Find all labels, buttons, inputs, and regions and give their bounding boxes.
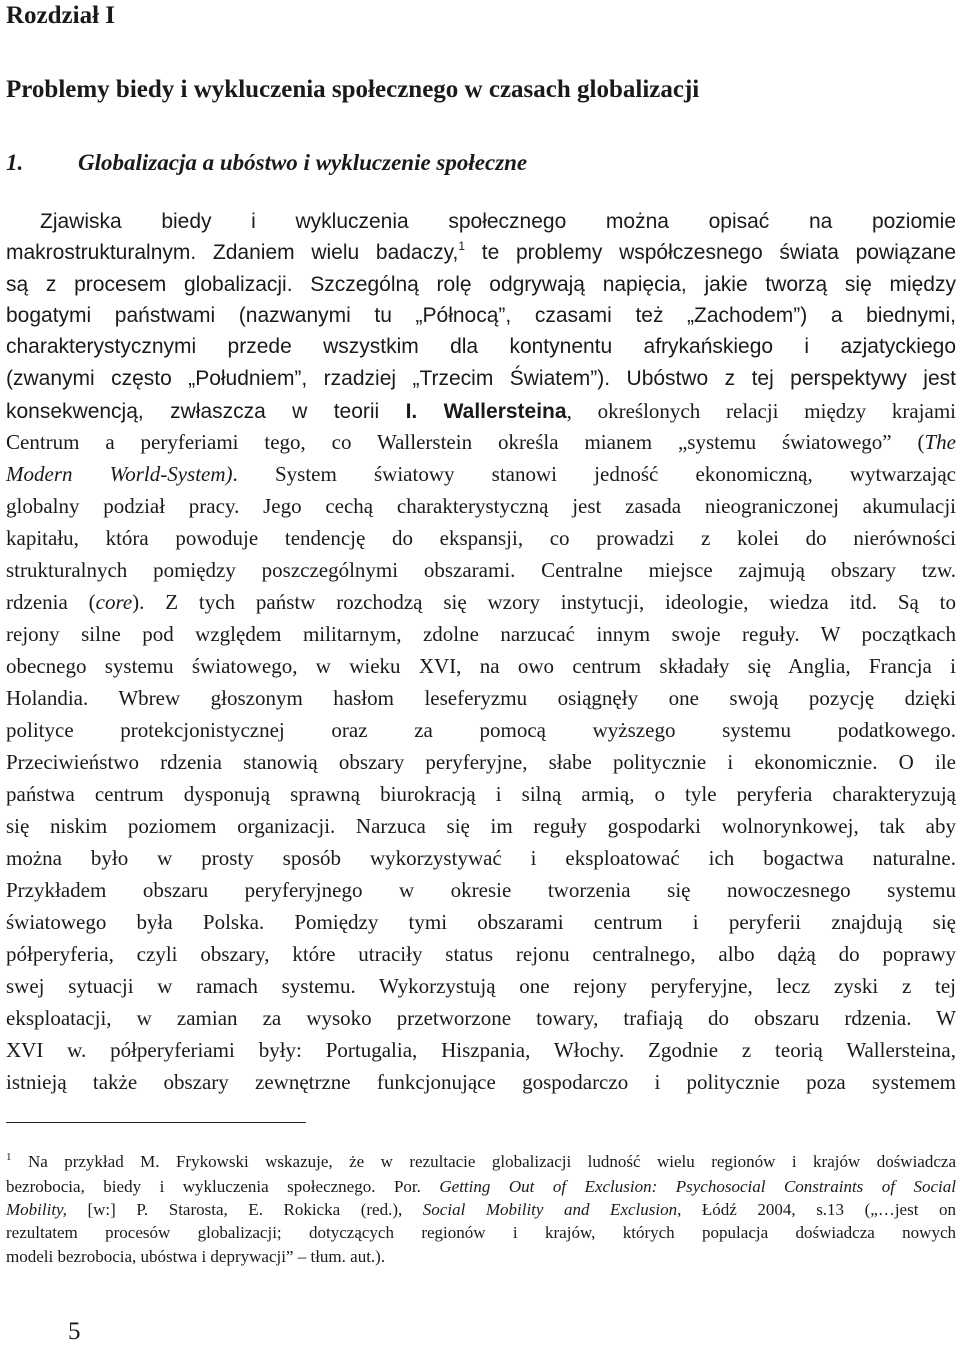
body-line: Przykładem obszaru peryferyjnego w okresie tworzenia się nowoczesnego systemu [6, 878, 956, 902]
text-run: konsekwencją, zwłaszcza w teorii [6, 400, 406, 423]
text-run: bezrobocia, biedy i wykluczenia społecznego. Por. [6, 1177, 440, 1196]
body-line: globalny podział pracy. Jego cechą charakterystyczną jest zasada nieograniczonej akumulacji [6, 494, 956, 518]
footnote-separator [6, 1122, 306, 1123]
body-line: rejony silne pod względem militarnym, zdolne narzucać innym swoje reguły. W początkach [6, 622, 956, 646]
body-line: Holandia. Wbrew głoszonym hasłom leseferyzmu osiągnęły one swoją pozycję dzięki [6, 686, 956, 710]
footnote-line [6, 1199, 956, 1221]
text-run: Centrum a peryferiami tego, co Wallerstein określa mianem „systemu światowego” ( [6, 430, 925, 454]
body-line: (zwanymi często „Południem”, rzadziej „Trzecim Światem”). Ubóstwo z tej perspektywy jest [6, 367, 956, 390]
footnote-line: rezultatem procesów globalizacji; dotyczących regionów i krajów, których populacja doświadcza nowych [6, 1223, 956, 1242]
footnote-line: modeli bezrobocia, ubóstwa i deprywacji” – tłum. aut.). [6, 1247, 386, 1266]
cited-title: Mobility, [6, 1200, 67, 1219]
body-line [6, 588, 956, 616]
chapter-title: Problemy biedy i wykluczenia społecznego w czasach globalizacji [6, 76, 700, 103]
term: core [95, 590, 133, 614]
body-line [6, 270, 956, 298]
body-line: bogatymi państwami (nazwanymi tu „Północą”, czasami też „Zachodem”) a biednymi, [6, 304, 956, 327]
section-heading [6, 150, 527, 176]
body-line: się niskim poziomem organizacji. Narzuca się im reguły gospodarki wolnorynkowej, tak aby [6, 814, 956, 838]
text-run: rdzenia ( [6, 590, 96, 614]
body-line: obecnego systemu światowego, w wieku XVI, na owo centrum składały się Anglia, Francja i [6, 654, 956, 678]
body-line: półperyferia, czyli obszary, które utraciły status rejonu centralnego, albo dążą do poprawy [6, 942, 956, 966]
body-line: eksploatacji, w zamian za wysoko przetworzone towary, trafiają do obszaru rdzenia. W [6, 1006, 956, 1030]
body-line [6, 460, 956, 488]
body-line [6, 428, 956, 456]
cited-title: Getting Out of Exclusion: Psychosocial Constraints of Social [439, 1177, 956, 1196]
text-run: te problemy współczesnego świata powiązane [465, 241, 957, 264]
footnote-marker: 1 [6, 1151, 12, 1163]
body-line: światowego była Polska. Pomiędzy tymi obszarami centrum i peryferii znajdują się [6, 910, 956, 934]
footnote-line [6, 1151, 956, 1173]
body-line: istnieją także obszary zewnętrzne funkcjonujące gospodarczo i politycznie poza systemem [6, 1070, 956, 1094]
text-run: , określonych relacji między krajami [566, 399, 957, 423]
book-title: Modern World-System) [6, 462, 233, 486]
body-line: państwa centrum dysponują sprawną biurokracją i silną armią, o tyle peryferia charakteryzują [6, 782, 956, 806]
text-run: Szczególną rolę odgrywają napięcia, jakie tworzą się między [292, 273, 956, 296]
section-title: Globalizacja a ubóstwo i wykluczenie społeczne [78, 150, 528, 175]
text-run: [w:] P. Starosta, E. Rokicka (red.), [66, 1200, 423, 1219]
chapter-heading: Rozdział I [6, 2, 116, 29]
text-run: są z procesem globalizacji. [6, 273, 293, 296]
book-title: The [924, 430, 956, 454]
body-line: kapitału, która powoduje tendencję do ekspansji, co prowadzi z kolei do nierówności [6, 526, 956, 550]
text-run: ). Z tych państw rozchodzą się wzory instytucji, ideologie, wiedza itd. Są to [132, 590, 956, 614]
body-line: XVI w. półperyferiami były: Portugalia, Hiszpania, Włochy. Zgodnie z teorią Wallersteina, [6, 1038, 956, 1062]
body-line: Zjawiska biedy i wykluczenia społecznego można opisać na poziomie [40, 210, 956, 233]
text-run: . System światowy stanowi jedność ekonomiczną, wytwarzając [232, 462, 956, 486]
text-run: , Łódź 2004, s.13 („…jest on [677, 1200, 956, 1219]
footnote-reference[interactable]: 1 [458, 239, 466, 253]
section-number: 1. [6, 150, 24, 175]
footnote-line [6, 1176, 956, 1198]
page-number: 5 [68, 1318, 81, 1345]
body-line [6, 397, 956, 425]
text-run: Na przykład M. Frykowski wskazuje, że w rezultacie globalizacji ludność wielu regionów i krajów doświadcza [11, 1152, 956, 1171]
body-line: charakterystycznymi przede wszystkim dla kontynentu afrykańskiego i azjatyckiego [6, 335, 956, 358]
body-line [6, 239, 956, 267]
body-line: strukturalnych pomiędzy poszczególnymi obszarami. Centralne miejsce zajmują obszary tzw. [6, 558, 956, 582]
cited-title: Social Mobility and Exclusion [422, 1200, 678, 1219]
body-line: można było w prosty sposób wykorzystywać i eksploatować ich bogactwa naturalne. [6, 846, 956, 870]
body-line: swej sytuacji w ramach systemu. Wykorzystują one rejony peryferyjne, lecz zyski z tej [6, 974, 956, 998]
body-line: Przeciwieństwo rdzenia stanowią obszary peryferyjne, słabe politycznie i ekonomicznie. O ile [6, 750, 956, 774]
text-run: makrostrukturalnym. Zdaniem wielu badaczy, [6, 241, 459, 264]
author-name: I. Wallersteina [405, 400, 567, 423]
body-line: polityce protekcjonistycznej oraz za pomocą wyższego systemu podatkowego. [6, 718, 956, 742]
